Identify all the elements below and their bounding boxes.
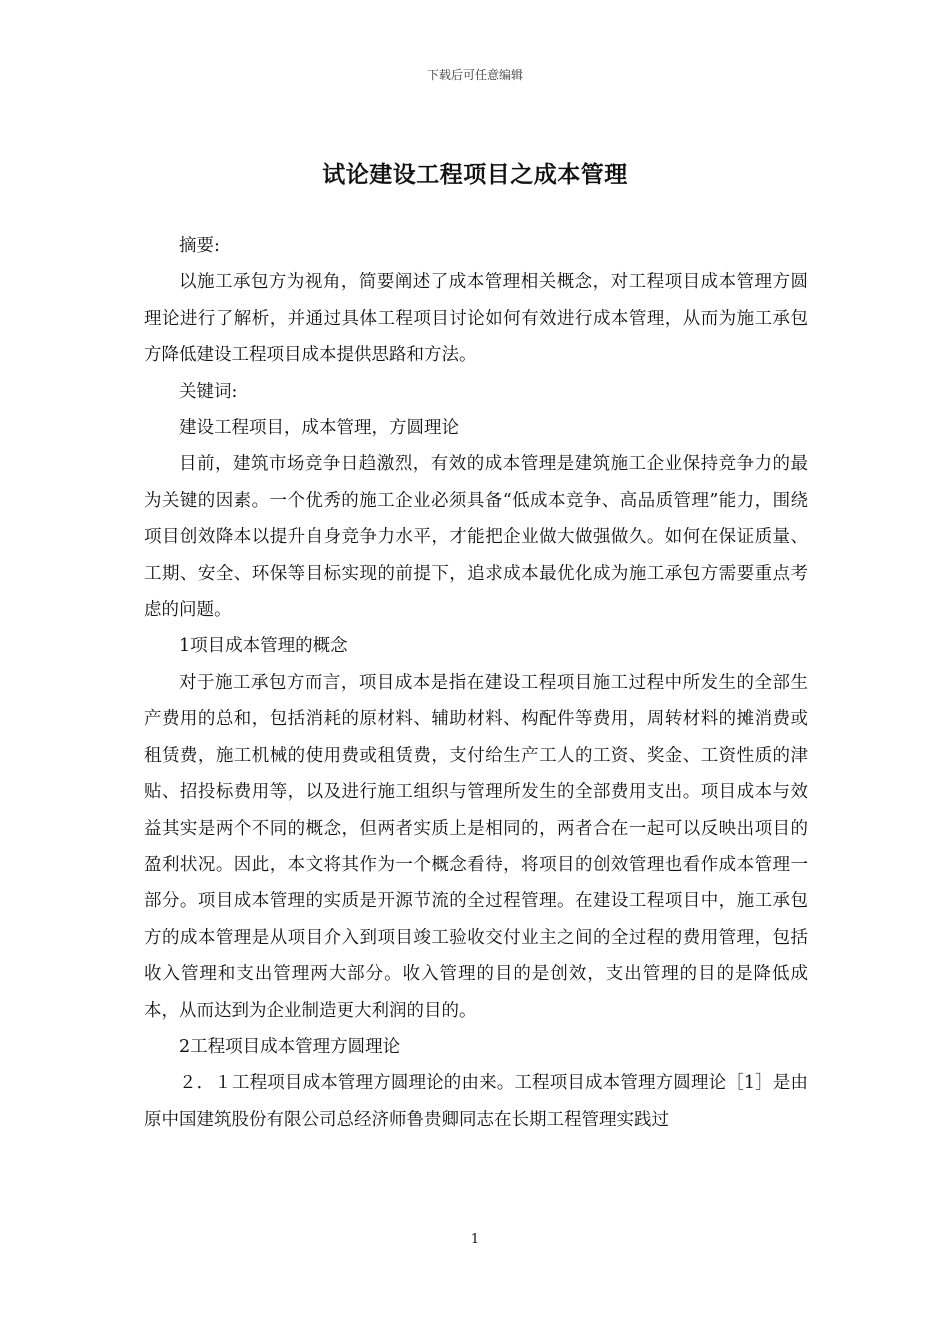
- intro-paragraph: 目前，建筑市场竞争日趋激烈，有效的成本管理是建筑施工企业保持竞争力的最为关键的因素。一个优秀的施工企业必须具备“低成本竞争、高品质管理”能力，围绕项目创效降本以提升自身竞争力水平，才能把企业做大做强做久。如何在保证质量、工期、安全、环保等目标实现的前提下，追求成本最优化成为施工承包方需要重点考虑的问题。: [144, 454, 808, 621]
- section-2-heading: 2工程项目成本管理方圆理论: [179, 1036, 401, 1057]
- section-1-heading: 1项目成本管理的概念: [179, 636, 348, 657]
- section-1-paragraph: 对于施工承包方而言，项目成本是指在建设工程项目施工过程中所发生的全部生产费用的总和，包括消耗的原材料、辅助材料、构配件等费用，周转材料的摊消费或租赁费，施工机械的使用费或租赁费，支付给生产工人的工资、奖金、工资性质的津贴、招投标费用等，以及进行施工组织与管理所发生的全部费用支出。项目成本与效益其实是两个不同的概念，但两者实质上是相同的，两者合在一起可以反映出项目的盈利状况。因此，本文将其作为一个概念看待，将项目的创效管理也看作成本管理一部分。项目成本管理的实质是开源节流的全过程管理。在建设工程项目中，施工承包方的成本管理是从项目介入到项目竣工验收交付业主之间的全过程的费用管理，包括收入管理和支出管理两大部分。收入管理的目的是创效，支出管理的目的是降低成本，从而达到为企业制造更大利润的目的。: [144, 672, 808, 1021]
- section-2-1-paragraph: ２．１工程项目成本管理方圆理论的由来。工程项目成本管理方圆理论［1］是由原中国建筑股份有限公司总经济师鲁贵卿同志在长期工程管理实践过: [144, 1073, 808, 1130]
- keywords-text: 建设工程项目，成本管理，方圆理论: [179, 418, 459, 439]
- abstract-text: 以施工承包方为视角，简要阐述了成本管理相关概念，对工程项目成本管理方圆理论进行了解析，并通过具体工程项目讨论如何有效进行成本管理，从而为施工承包方降低建设工程项目成本提供思路和方法。: [144, 272, 808, 366]
- abstract-label: 摘要:: [179, 236, 220, 256]
- page-header-note: 下载后可任意编辑: [426, 68, 523, 82]
- document-title: 试论建设工程项目之成本管理: [322, 161, 628, 188]
- keywords-label: 关键词:: [179, 381, 238, 402]
- page-number: 1: [470, 1232, 480, 1247]
- document-body: [144, 228, 808, 1138]
